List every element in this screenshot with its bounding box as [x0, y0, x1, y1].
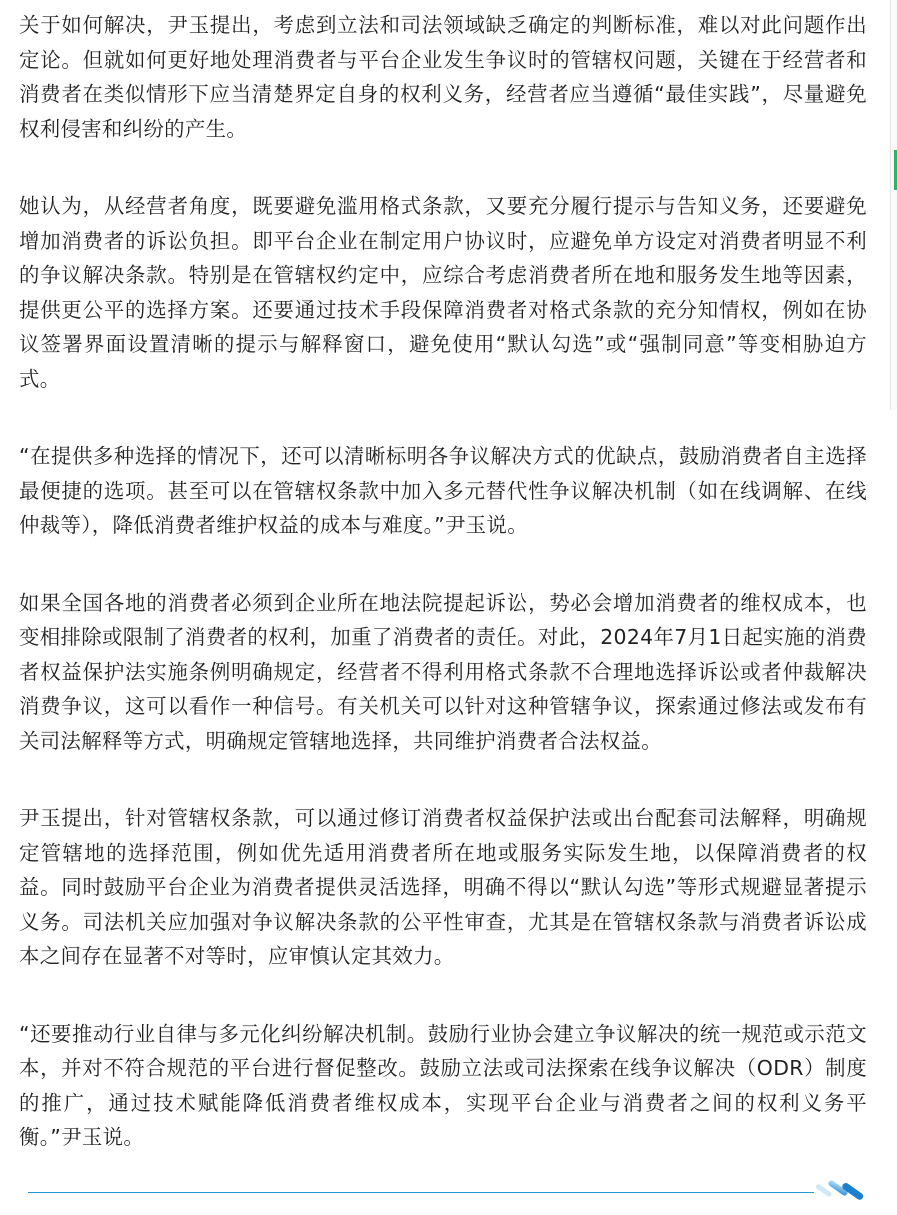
article-paragraph: 尹玉提出，针对管辖权条款，可以通过修订消费者权益保护法或出台配套司法解释，明确规定管辖地的选择范围，例如优先适用消费者所在地或服务实际发生地，以保障消费者的权益。同时鼓励平台企业为消费者提供灵活选择，明确不得以“默认勾选”等形式规避显著提示义务。司法机关应加强对争议解决条款的公平性审查，尤其是在管辖权条款与消费者诉讼成本之间存在显著不对等时，应审慎认定其效力。	[19, 806, 867, 968]
article-paragraph: 如果全国各地的消费者必须到企业所在地法院提起诉讼，势必会增加消费者的维权成本，也变相排除或限制了消费者的权利，加重了消费者的责任。对此，2024年7月1日起实施的消费者权益保护法实施条例明确规定，经营者不得利用格式条款不合理地选择诉讼或者仲裁解决消费争议，这可以看作一种信号。有关机关可以针对这种管辖争议，探索通过修法或发布有关司法解释等方式，明确规定管辖地选择，共同维护消费者合法权益。	[19, 590, 867, 753]
article-body	[19, 8, 867, 1198]
pen-stroke-icon	[813, 1176, 869, 1210]
article-paragraph: 她认为，从经营者角度，既要避免滥用格式条款，又要充分履行提示与告知义务，还要避免增加消费者的诉讼负担。即平台企业在制定用户协议时，应避免单方设定对消费者明显不利的争议解决条款。特别是在管辖权约定中，应综合考虑消费者所在地和服务发生地等因素，提供更公平的选择方案。还要通过技术手段保障消费者对格式条款的充分知情权，例如在协议签署界面设置清晰的提示与解释窗口，避免使用“默认勾选”或“强制同意”等变相胁迫方式。	[19, 194, 867, 391]
article-paragraph: 关于如何解决，尹玉提出，考虑到立法和司法领域缺乏确定的判断标准，难以对此问题作出定论。但就如何更好地处理消费者与平台企业发生争议时的管辖权问题，关键在于经营者和消费者在类似情形下应当清楚界定自身的权利义务，经营者应当遵循“最佳实践”，尽量避免权利侵害和纠纷的产生。	[19, 13, 867, 141]
scrollbar[interactable]	[890, 0, 897, 410]
article-paragraph: “在提供多种选择的情况下，还可以清晰标明各争议解决方式的优缺点，鼓励消费者自主选择最便捷的选项。甚至可以在管辖权条款中加入多元替代性争议解决机制（如在线调解、在线仲裁等），降低消费者维护权益的成本与难度。”尹玉说。	[19, 444, 867, 537]
article-paragraph: “还要推动行业自律与多元化纠纷解决机制。鼓励行业协会建立争议解决的统一规范或示范文本，并对不符合规范的平台进行督促整改。鼓励立法或司法探索在线争议解决（ODR）制度的推广，通过技术赋能降低消费者维权成本，实现平台企业与消费者之间的权利义务平衡。”尹玉说。	[19, 1021, 867, 1149]
footer-divider	[28, 1192, 814, 1193]
